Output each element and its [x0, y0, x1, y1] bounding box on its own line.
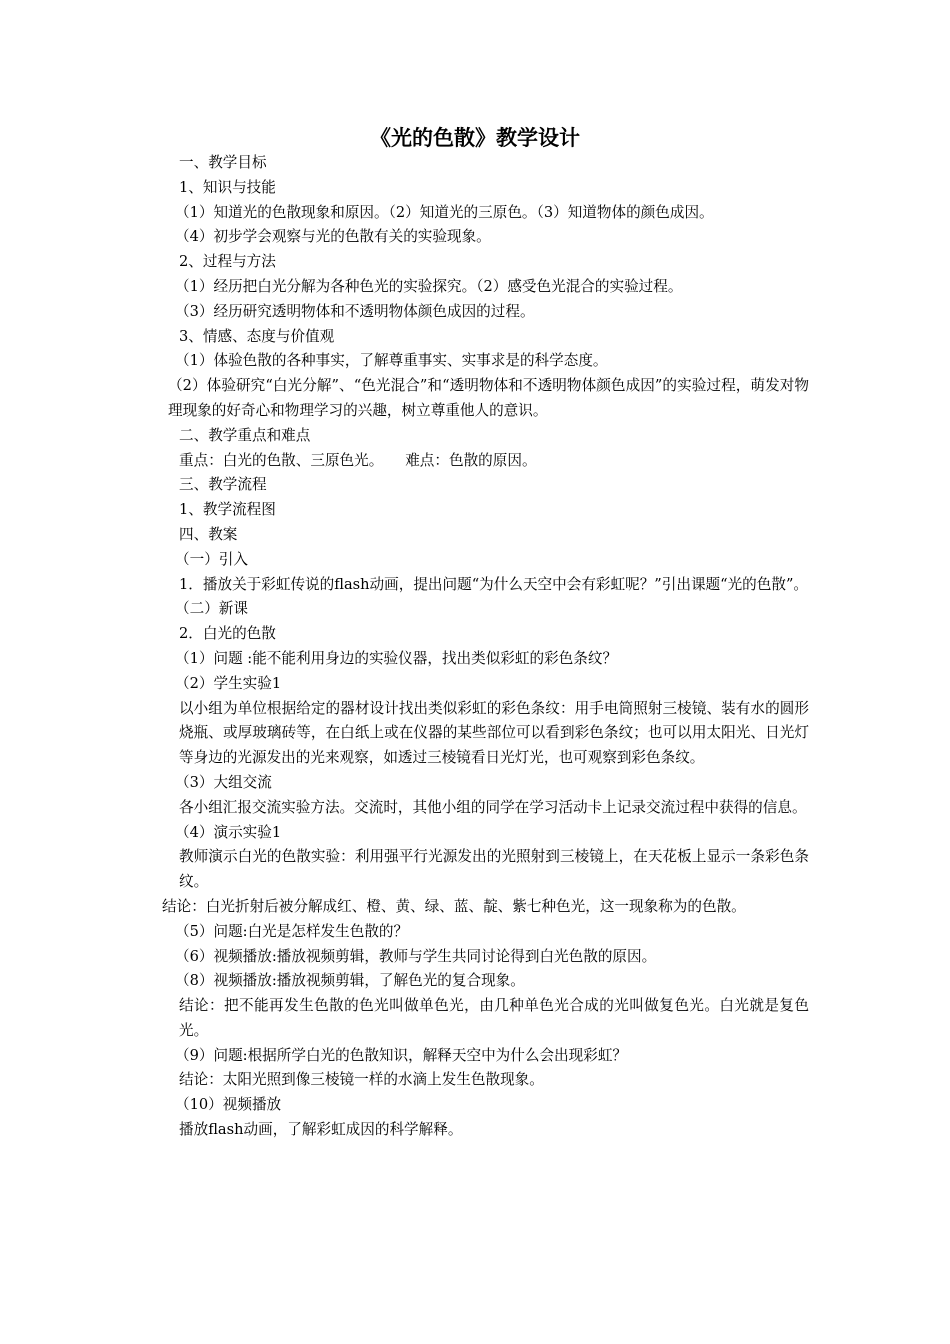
- paragraph: 以小组为单位根据给定的器材设计找出类似彩虹的彩色条纹：用手电筒照射三棱镜、装有水的圆形烧瓶、或厚玻璃砖等，在白纸上或在仪器的某些部位可以看到彩色条纹；也可以用太阳光、日光灯等身边的光源发出的光来观察，如透过三棱镜看日光灯光，也可观察到彩色条纹。: [179, 699, 809, 767]
- paragraph: （1）问题 :能不能利用身边的实验仪器，找出类似彩虹的彩色条纹？: [175, 649, 618, 667]
- paragraph: （8）视频播放:播放视频剪辑，了解色光的复合现象。: [175, 972, 525, 990]
- subsection-heading: （二）新课: [175, 600, 248, 618]
- subsection-heading: 2、过程与方法: [179, 253, 276, 271]
- paragraph: （3）经历研究透明物体和不透明物体颜色成因的过程。: [175, 302, 535, 320]
- subsection-heading: 1、教学流程图: [179, 501, 276, 519]
- conclusion: 结论：白光折射后被分解成红、橙、黄、绿、蓝、靛、紫七种色光，这一现象称为的色散。: [162, 897, 746, 915]
- paragraph: 1．播放关于彩虹传说的flash动画，提出问题“为什么天空中会有彩虹呢？”引出课题“光的色散”。: [179, 575, 809, 593]
- conclusion: 结论：太阳光照到像三棱镜一样的水滴上发生色散现象。: [179, 1071, 544, 1089]
- subsection-heading: 1、知识与技能: [179, 178, 276, 196]
- subsection-heading: （一）引入: [175, 550, 248, 568]
- section-heading: 一、教学目标: [179, 154, 267, 171]
- document-title: 《光的色散》教学设计: [370, 125, 580, 150]
- paragraph: （10）视频播放: [175, 1096, 282, 1114]
- paragraph: （9）问题:根据所学白光的色散知识，解释天空中为什么会出现彩虹？: [175, 1046, 628, 1064]
- section-heading: 四、教案: [179, 525, 238, 543]
- subsection-heading: 2．白光的色散: [179, 625, 276, 643]
- paragraph: 各小组汇报交流实验方法。交流时，其他小组的同学在学习活动卡上记录交流过程中获得的信息。: [179, 798, 807, 816]
- subsection-heading: 3、情感、态度与价值观: [179, 327, 335, 345]
- paragraph: （5）问题:白光是怎样发生色散的？: [175, 922, 409, 940]
- paragraph: （1）体验色散的各种事实，了解尊重事实、实事求是的科学态度。: [175, 352, 608, 370]
- paragraph: （6）视频播放:播放视频剪辑，教师与学生共同讨论得到白光色散的原因。: [175, 947, 657, 965]
- paragraph: （2）学生实验1: [175, 674, 282, 692]
- paragraph: （3）大组交流: [175, 773, 272, 791]
- paragraph: （1）经历把白光分解为各种色光的实验探究。（2）感受色光混合的实验过程。: [175, 277, 683, 295]
- section-heading: 二、教学重点和难点: [179, 426, 311, 444]
- paragraph: （4）演示实验1: [175, 823, 282, 841]
- section-heading: 三、教学流程: [179, 476, 267, 494]
- paragraph: （2）体验研究“白光分解”、“色光混合”和“透明物体和不透明物体颜色成因”的实验过程，萌发对物理现象的好奇心和物理学习的兴趣，树立尊重他人的意识。: [168, 377, 809, 419]
- paragraph: 重点：白光的色散、三原色光。 难点：色散的原因。: [179, 451, 537, 469]
- paragraph: 教师演示白光的色散实验：利用强平行光源发出的光照射到三棱镜上，在天花板上显示一条彩色条纹。: [179, 848, 809, 891]
- document-body: [145, 151, 809, 1143]
- paragraph: （1）知道光的色散现象和原因。（2）知道光的三原色。（3）知道物体的颜色成因。: [175, 203, 714, 221]
- paragraph: 播放flash动画，了解彩虹成因的科学解释。: [179, 1121, 463, 1139]
- conclusion: 结论：把不能再发生色散的色光叫做单色光，由几种单色光合成的光叫做复色光。白光就是复色光。: [179, 997, 809, 1039]
- paragraph: （4）初步学会观察与光的色散有关的实验现象。: [175, 228, 491, 246]
